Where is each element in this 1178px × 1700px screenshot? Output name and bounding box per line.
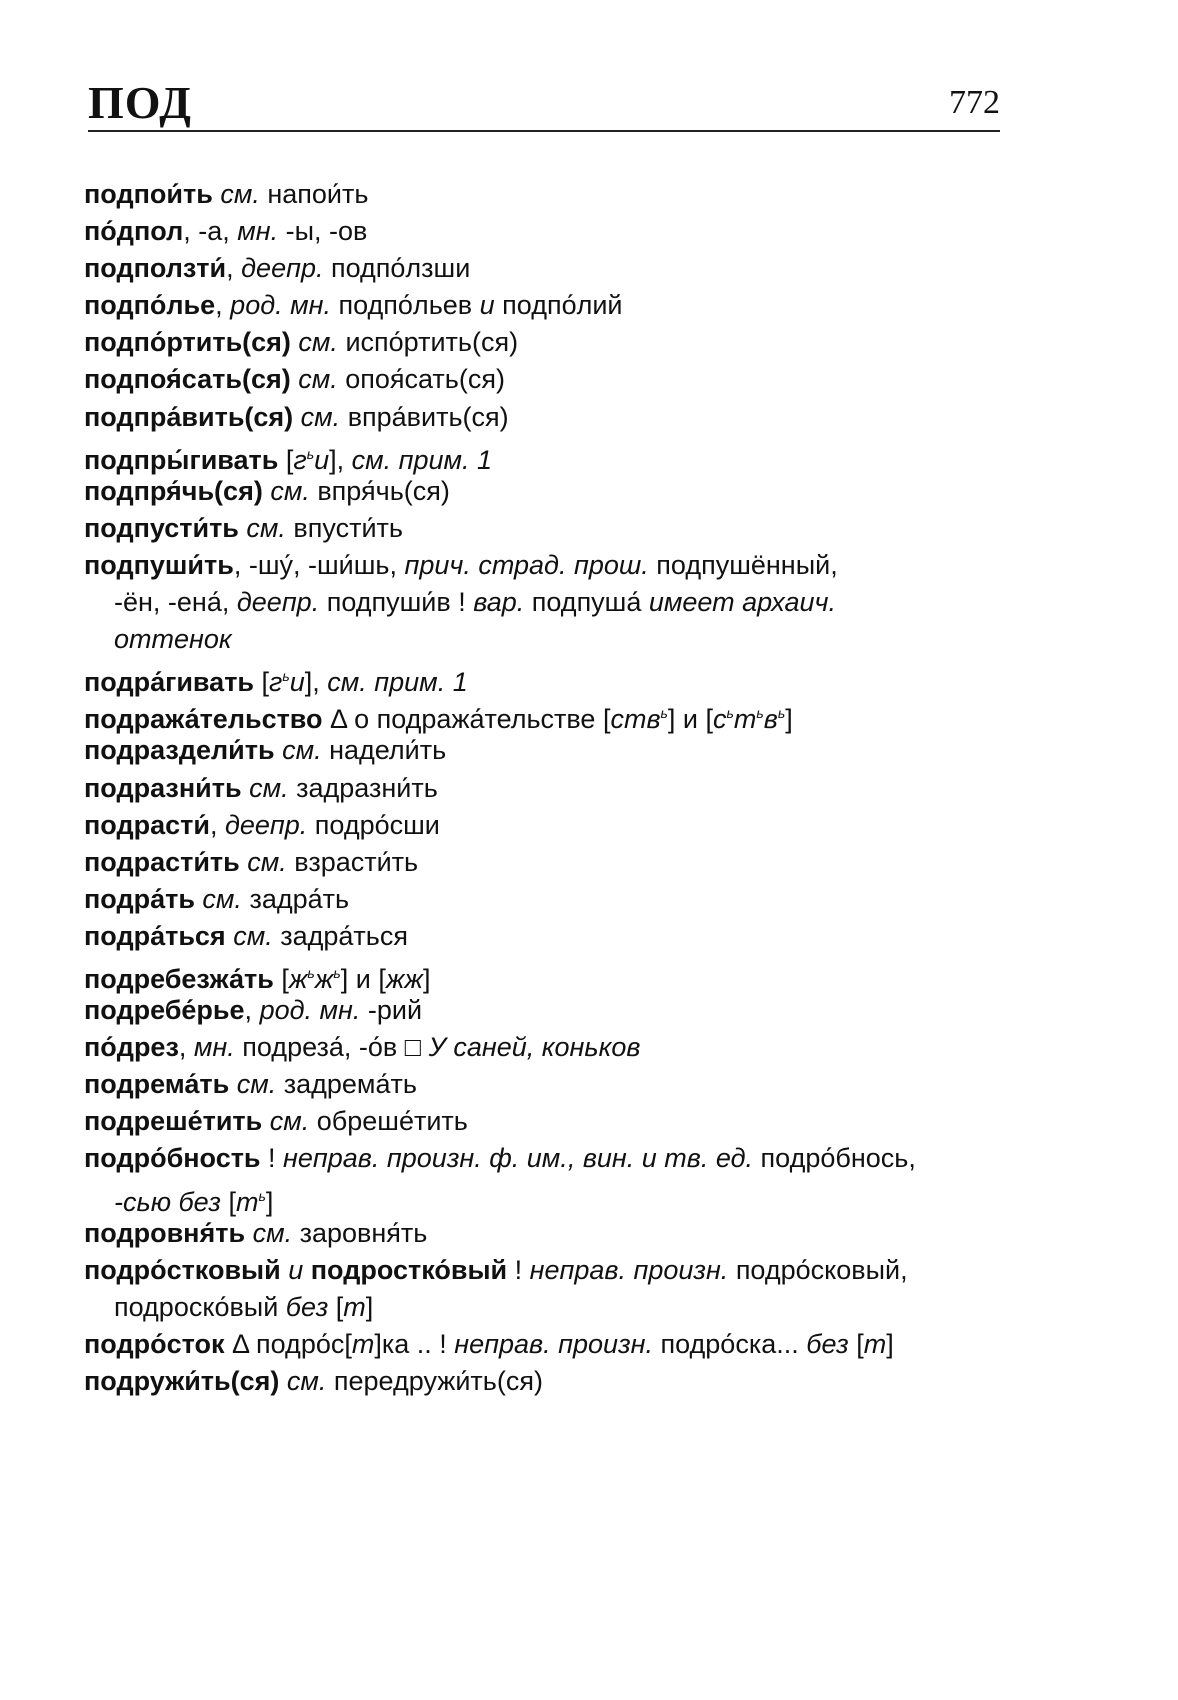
entry-text: !: [260, 1143, 284, 1174]
italic-label: г: [269, 667, 283, 698]
dictionary-entry: [84, 732, 1014, 769]
headword: подпра́вить(ся): [84, 401, 294, 432]
italic-label: без: [806, 1328, 849, 1359]
softness-mark: ь: [756, 705, 764, 722]
entry-text: ]ка .. !: [374, 1328, 455, 1359]
headword: подпоя́сать(ся): [84, 364, 291, 395]
entry-line: [84, 361, 1014, 398]
italic-label: см.: [245, 1217, 293, 1248]
entry-text: [: [848, 1328, 864, 1359]
entry-continuation-line: [84, 1178, 1014, 1215]
entry-line: [84, 732, 1014, 769]
dictionary-entry: [84, 1215, 1014, 1252]
italic-label: ж: [288, 963, 308, 994]
italic-label: и: [289, 667, 305, 698]
dictionary-entry: [84, 955, 1014, 992]
headword: подползти́: [84, 253, 227, 284]
italic-label: см.: [241, 772, 289, 803]
dictionary-entry: [84, 287, 1014, 324]
entry-text: впра́вить(ся): [340, 401, 509, 432]
entry-text: заровня́ть: [292, 1217, 428, 1248]
italic-label: деепр.: [241, 253, 324, 284]
entry-line: [84, 1363, 1014, 1400]
entry-text: задразни́ть: [288, 772, 438, 803]
entry-line: [84, 658, 1014, 698]
dictionary-entry: [84, 399, 1014, 436]
italic-label: прич. страд. прош.: [404, 549, 649, 580]
headword: подростко́вый: [310, 1254, 508, 1285]
headword: подрема́ть: [84, 1069, 230, 1100]
italic-label: род. мн.: [259, 995, 361, 1026]
dictionary-entry: [84, 250, 1014, 287]
headword: подразни́ть: [84, 772, 242, 803]
entry-text: задра́ться: [272, 920, 408, 951]
entry-text: ]: [785, 704, 793, 735]
italic-label: и: [280, 1254, 311, 1285]
entry-text: ,: [244, 995, 260, 1026]
dictionary-entry: [84, 770, 1014, 807]
italic-label: см.: [194, 883, 242, 914]
italic-label: без: [285, 1291, 329, 1322]
italic-label: и: [479, 290, 495, 321]
entry-text: Δ о подража́тельстве [: [322, 704, 611, 735]
italic-label: неправ. произн.: [454, 1328, 653, 1359]
entry-text: взрасти́ть: [286, 846, 419, 877]
italic-label: см.: [262, 475, 310, 506]
entry-text: напои́ть: [259, 179, 369, 209]
headword: подро́бность: [84, 1143, 261, 1174]
headword: подпуши́ть: [84, 549, 234, 580]
dictionary-entry: [84, 1066, 1014, 1103]
entry-text: подро́ска...: [652, 1328, 807, 1359]
softness-mark: ь: [777, 705, 786, 722]
page-header: [88, 76, 1000, 132]
entry-line: [84, 324, 1014, 361]
headword: подребезжа́ть: [84, 963, 274, 994]
entry-text: [: [254, 667, 270, 698]
entry-line: [84, 250, 1014, 287]
dictionary-entry: [84, 213, 1014, 250]
italic-label: см.: [238, 512, 286, 543]
italic-label: и: [314, 444, 330, 475]
entry-line: [84, 992, 1014, 1029]
italic-label: см.: [239, 846, 287, 877]
entry-line: [84, 770, 1014, 807]
dictionary-entry: [84, 1029, 1014, 1066]
dictionary-entry: [84, 1252, 1014, 1326]
entry-line: [84, 399, 1014, 436]
italic-label: см.: [229, 1069, 277, 1100]
entry-line: [84, 695, 1014, 735]
entry-line: [84, 547, 1014, 584]
dictionary-entry: [84, 695, 1014, 735]
entry-text: надели́ть: [321, 735, 447, 766]
dictionary-entry: [84, 176, 1014, 213]
entry-line: [84, 1326, 1014, 1363]
entry-text: ] и [: [667, 704, 714, 735]
dictionary-entry: [84, 1326, 1014, 1363]
headword: подпои́ть: [84, 179, 213, 209]
entry-text: ]: [886, 1328, 894, 1359]
entry-text: !: [507, 1254, 530, 1285]
dictionary-entry: [84, 807, 1014, 844]
entry-text: обреше́тить: [309, 1106, 468, 1137]
headword: по́дрез: [84, 1032, 179, 1063]
entry-text: ]: [365, 1291, 374, 1322]
italic-label: деепр.: [224, 809, 308, 840]
dictionary-entry: [84, 1140, 1014, 1217]
italic-label: см.: [290, 364, 338, 395]
headword: подрасти́ть: [84, 846, 240, 877]
entry-text: ]: [265, 1186, 274, 1217]
entry-line: [84, 1252, 1014, 1289]
softness-mark: ь: [333, 964, 341, 981]
entry-text: подреза́, -о́в □: [234, 1032, 429, 1063]
italic-label: оттенок: [114, 624, 232, 655]
italic-label: имеет архаич.: [648, 587, 836, 618]
entry-text: задра́ть: [241, 883, 350, 914]
dictionary-entry: [84, 918, 1014, 955]
dictionary-entry: [84, 992, 1014, 1029]
headword: подружи́ть(ся): [84, 1366, 280, 1396]
entry-continuation-line: [84, 1289, 1014, 1326]
dictionary-entry: [84, 436, 1014, 473]
italic-label: г: [293, 444, 307, 475]
italic-label: У саней, коньков: [428, 1032, 641, 1063]
entry-text: ,: [178, 1032, 194, 1063]
italic-label: деепр.: [236, 587, 320, 618]
entry-text: ] и [: [340, 963, 386, 994]
italic-label: ж: [314, 963, 334, 994]
entry-text: подпуша́: [524, 587, 649, 618]
headword: подпры́гивать: [84, 444, 279, 475]
entry-line: [84, 213, 1014, 250]
entry-text: , -шу́, -ши́шь,: [233, 549, 405, 580]
dictionary-entry: [84, 1363, 1014, 1400]
dictionary-entry: [84, 324, 1014, 361]
italic-label: жж: [385, 963, 423, 994]
entry-continuation-line: [84, 584, 1014, 621]
entry-line: [84, 955, 1014, 992]
italic-label: см. прим. 1: [351, 444, 493, 475]
entry-line: [84, 1066, 1014, 1103]
softness-mark: ь: [307, 964, 315, 981]
italic-label: неправ. произн.: [529, 1254, 729, 1285]
headword: подра́гивать: [84, 667, 255, 698]
headword: подровня́ть: [84, 1217, 246, 1248]
entry-line: [84, 1140, 1014, 1177]
italic-label: ств: [610, 704, 661, 735]
entry-text: испо́ртить(ся): [337, 327, 519, 358]
headword: подпусти́ть: [84, 512, 239, 543]
entry-line: [84, 473, 1014, 510]
entry-line: [84, 176, 1014, 213]
italic-label: с: [713, 704, 727, 735]
entry-line: [84, 918, 1014, 955]
entry-text: , -а,: [183, 216, 238, 247]
entry-text: ,: [226, 253, 242, 284]
entry-line: [84, 844, 1014, 881]
headword: подраздели́ть: [84, 735, 275, 766]
headword: подража́тельство: [84, 704, 323, 735]
entry-text: впря́чь(ся): [309, 475, 450, 506]
italic-label: т: [733, 704, 757, 735]
headword: подпо́лье: [84, 290, 216, 321]
italic-label: см.: [293, 401, 341, 432]
italic-label: см.: [279, 1366, 327, 1396]
entry-text: [: [328, 1291, 344, 1322]
italic-label: см. прим. 1: [327, 667, 468, 698]
italic-label: т: [351, 1328, 375, 1359]
dictionary-entry: [84, 361, 1014, 398]
entry-line: [84, 287, 1014, 324]
entry-line: [84, 807, 1014, 844]
headword: по́дпол: [84, 216, 184, 247]
entry-text: [: [278, 444, 294, 475]
italic-label: см.: [274, 735, 322, 766]
entry-text: -ён, -ена́,: [114, 587, 237, 618]
page-number: 772: [949, 84, 1000, 121]
dictionary-entry: [84, 547, 1014, 658]
dictionary-entry: [84, 510, 1014, 547]
headword: подреше́тить: [84, 1106, 263, 1137]
entry-text: подроско́вый: [114, 1291, 286, 1322]
italic-label: см.: [290, 327, 338, 358]
italic-label: т: [235, 1186, 259, 1217]
entry-line: [84, 1215, 1014, 1252]
italic-label: в: [763, 704, 778, 735]
entry-text: ],: [304, 667, 328, 698]
dictionary-entries: [84, 176, 1014, 1400]
entry-text: ],: [329, 444, 352, 475]
italic-label: род. мн.: [230, 290, 331, 321]
softness-mark: ь: [306, 445, 315, 462]
entry-text: [: [228, 1186, 236, 1217]
entry-text: подро́бнось,: [753, 1143, 916, 1174]
italic-label: вар.: [473, 587, 525, 618]
headword: подра́ться: [84, 920, 226, 951]
entry-line: [84, 1103, 1014, 1140]
italic-label: см.: [225, 920, 273, 951]
headword: подро́стковый: [84, 1254, 281, 1285]
softness-mark: ь: [282, 668, 290, 685]
entry-text: ,: [215, 290, 231, 321]
entry-text: -ы, -ов: [278, 216, 368, 247]
entry-text: Δ подро́с[: [224, 1328, 352, 1359]
headword: подрасти́: [84, 809, 210, 840]
dictionary-entry: [84, 1103, 1014, 1140]
entry-text: впусти́ть: [285, 512, 403, 543]
italic-label: см.: [212, 179, 260, 209]
headword: подра́ть: [84, 883, 195, 914]
italic-label: т: [343, 1291, 366, 1322]
entry-text: ,: [209, 809, 225, 840]
entry-text: подпуши́в !: [319, 587, 474, 618]
headword: подребе́рье: [84, 995, 245, 1026]
softness-mark: ь: [726, 705, 734, 722]
dictionary-entry: [84, 658, 1014, 698]
entry-text: [: [273, 963, 289, 994]
dictionary-entry: [84, 844, 1014, 881]
entry-text: подпо́лзши: [323, 253, 471, 284]
italic-label: см.: [262, 1106, 310, 1137]
entry-text: подро́сковый,: [728, 1254, 908, 1285]
entry-text: подпо́льев: [331, 290, 480, 321]
italic-label: мн.: [237, 216, 279, 247]
entry-text: подпо́лий: [494, 290, 623, 321]
headword: подро́сток: [84, 1328, 225, 1359]
italic-label: мн.: [193, 1032, 235, 1063]
italic-label: -сью без: [114, 1186, 229, 1217]
dictionary-entry: [84, 881, 1014, 918]
entry-text: ]: [422, 963, 431, 994]
entry-line: [84, 510, 1014, 547]
entry-text: подро́сши: [307, 809, 440, 840]
headword: подпо́ртить(ся): [84, 327, 291, 358]
entry-line: [84, 1029, 1014, 1066]
headword: подпря́чь(ся): [84, 475, 263, 506]
italic-label: неправ. произн. ф. им., вин. и тв. ед.: [283, 1143, 754, 1174]
softness-mark: ь: [258, 1187, 266, 1204]
entry-text: задрема́ть: [276, 1069, 417, 1100]
softness-mark: ь: [660, 705, 668, 722]
entry-line: [84, 881, 1014, 918]
running-head-word: ПОД: [88, 77, 192, 128]
entry-text: -рий: [360, 995, 423, 1026]
entry-line: [84, 436, 1014, 473]
italic-label: т: [863, 1328, 887, 1359]
entry-text: подпушённый,: [648, 549, 838, 580]
entry-text: передружи́ть(ся): [326, 1366, 543, 1396]
dictionary-entry: [84, 473, 1014, 510]
entry-continuation-line: [84, 621, 1014, 658]
entry-text: опоя́сать(ся): [337, 364, 505, 395]
